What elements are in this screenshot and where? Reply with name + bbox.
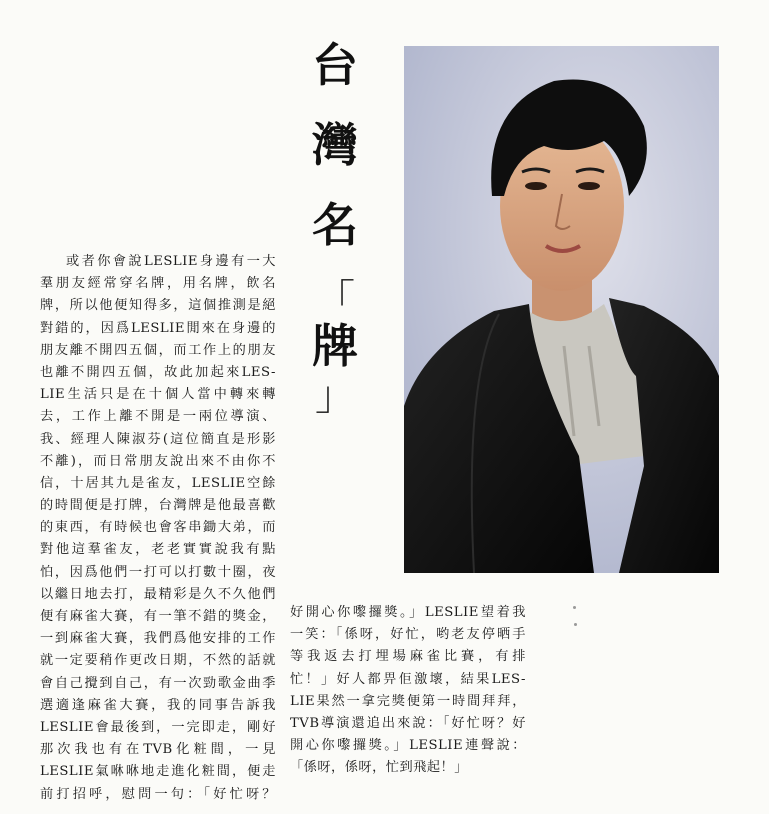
text-line: 便有麻雀大賽，有一筆不錯的獎金， xyxy=(40,609,276,624)
portrait-photo xyxy=(404,46,719,573)
text-line: 會自己攪到自己，有一次勁歌金曲季 xyxy=(40,675,276,691)
vertical-title xyxy=(300,38,370,419)
speck xyxy=(573,606,576,609)
text-line: 牌，所以他便知得多，這個推測是絕 xyxy=(40,298,276,314)
text-line: 的時間便是打牌，台灣牌是他最喜歡 xyxy=(40,498,276,514)
title-char: 牌 xyxy=(312,319,358,373)
text-line: 就一定要稍作更改日期，不然的話就 xyxy=(40,653,276,669)
speck xyxy=(574,623,577,626)
text-line: 好開心你嚟攞獎。」LESLIE望着我 xyxy=(290,605,526,620)
text-line: 「係呀，係呀，忙到飛起！」 xyxy=(290,760,468,776)
text-line: 那次我也有在TVB化粧間，一見 xyxy=(40,742,276,758)
text-line: TVB導演還追出來說：「好忙呀？好 xyxy=(290,715,526,731)
text-line: LESLIE氣咻咻地走進化粧間，便走 xyxy=(40,764,276,780)
text-line: 或者你會說LESLIE身邊有一大 xyxy=(66,254,276,269)
text-line: 對錯的，因爲LESLIE閒來在身邊的 xyxy=(40,320,276,336)
text-line: 去，工作上離不開是一兩位導演、 xyxy=(40,409,276,425)
text-line: 的東西，有時候也會客串鋤大弟，而 xyxy=(40,520,276,536)
body-column-left xyxy=(40,251,276,806)
portrait-illustration xyxy=(404,46,719,573)
title-open-bracket: 「 xyxy=(315,277,355,323)
title-char: 灣 xyxy=(312,118,358,172)
text-line: 一到麻雀大賽，我們爲他安排的工作 xyxy=(40,631,276,647)
text-line: 也離不開四五個，故此加起來LES- xyxy=(40,364,276,380)
text-line: 信，十居其九是雀友，LESLIE空餘 xyxy=(40,475,276,491)
text-line: 等我返去打埋場麻雀比賽，有排 xyxy=(290,649,526,665)
text-line: 朋友離不開四五個，而工作上的朋友 xyxy=(40,342,276,358)
text-line: 怕，因爲他們一打可以打數十圈，夜 xyxy=(40,564,276,580)
title-char: 名 xyxy=(312,198,358,252)
text-line: 對他這羣雀友，老老實實說我有點 xyxy=(40,542,276,558)
text-line: 前打招呼，慰問一句：「好忙呀？ xyxy=(40,786,276,802)
text-line: 以繼日地去打，最精彩是久不久他們 xyxy=(40,586,276,602)
title-char: 台 xyxy=(312,38,358,92)
body-column-right xyxy=(290,602,526,780)
title-close-bracket: 」 xyxy=(315,373,355,419)
text-line: 我、經理人陳淑芬(這位簡直是形影 xyxy=(40,431,276,447)
text-line: LIE果然一拿完獎便第一時間拜拜， xyxy=(290,693,526,709)
text-line: 一笑：「係呀，好忙，哟老友停晒手 xyxy=(290,627,526,643)
text-line: LESLIE會最後到，一完即走，剛好 xyxy=(40,719,276,735)
text-line: 不離)，而日常朋友說出來不由你不 xyxy=(40,453,276,469)
text-line: 羣朋友經常穿名牌，用名牌，飲名 xyxy=(40,276,276,292)
text-line: 選適逢麻雀大賽，我的同事告訴我 xyxy=(40,697,276,713)
text-line: 開心你嚟攞獎。」LESLIE連聲說： xyxy=(290,738,526,754)
text-line: 忙！」好人都畀佢激壞，結果LES- xyxy=(290,671,526,687)
text-line: LIE生活只是在十個人當中轉來轉 xyxy=(40,387,276,403)
